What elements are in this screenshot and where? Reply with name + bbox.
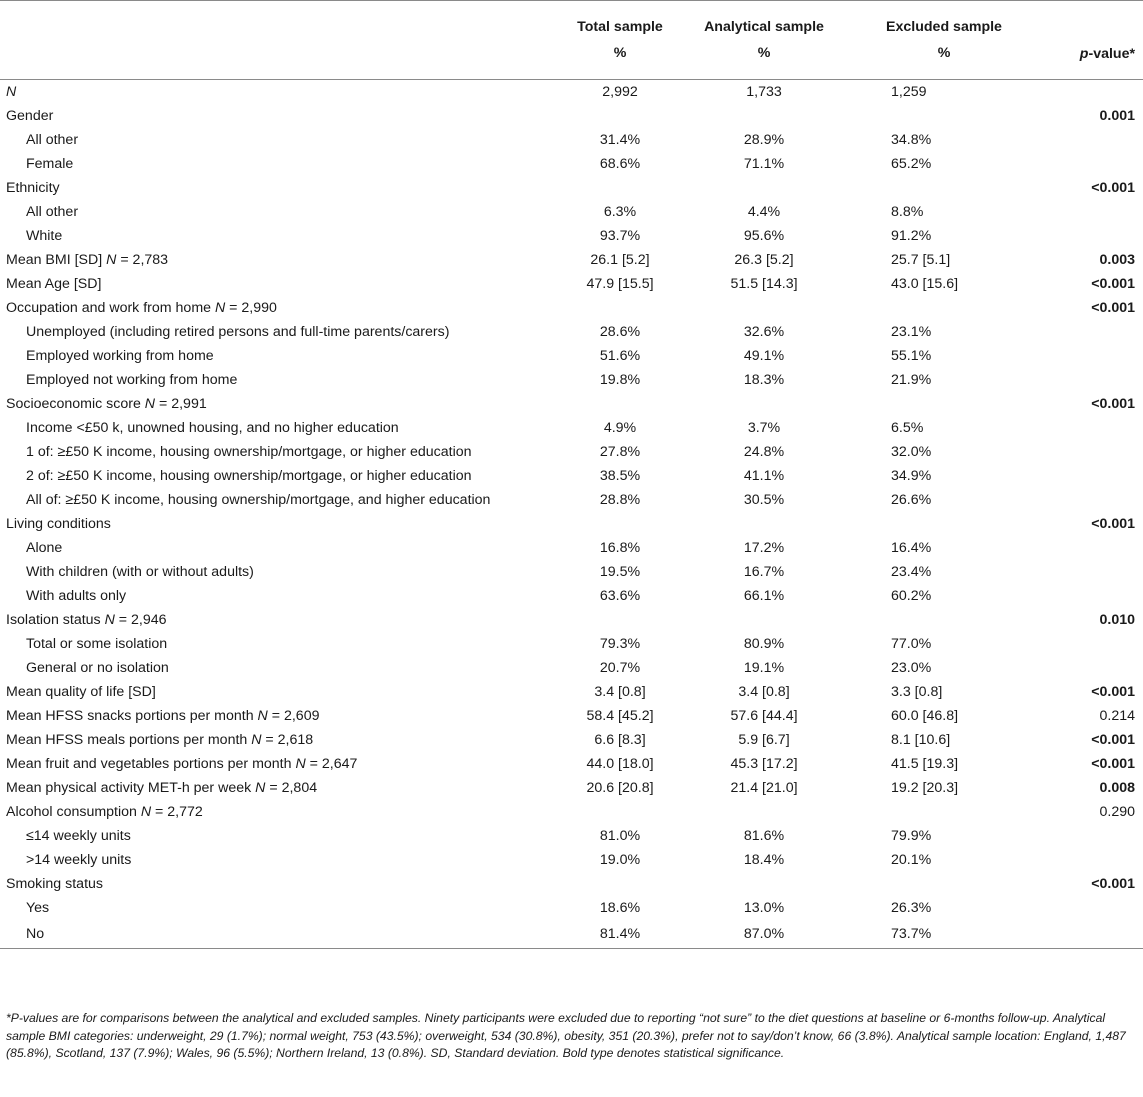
- row-label: [0, 656, 548, 680]
- row-excluded-value: [836, 392, 1052, 416]
- row-analytical-value: 24.8%: [743, 444, 785, 460]
- row-total-value: [548, 296, 692, 320]
- row-p-value: <0.001: [1091, 180, 1135, 196]
- table-body: [0, 80, 1143, 949]
- row-label: [0, 224, 548, 248]
- row-analytical-value: 95.6%: [743, 228, 785, 244]
- header-analytical-sample: [692, 1, 836, 80]
- row-excluded-value: [836, 872, 1052, 896]
- table-row: [0, 320, 1143, 344]
- row-excluded-value: 91.2%: [891, 228, 932, 244]
- row-label-text: Isolation status: [6, 612, 105, 628]
- row-excluded-value: 19.2 [20.3]: [891, 780, 959, 796]
- row-total-value: 63.6%: [599, 588, 641, 604]
- row-total-value: 20.6 [20.8]: [586, 780, 654, 796]
- row-label-suffix: = 2,772: [151, 804, 203, 820]
- row-excluded-value: 34.8%: [891, 132, 932, 148]
- row-label-suffix: = 2,804: [265, 780, 318, 796]
- table-row: [0, 464, 1143, 488]
- row-analytical-value: [692, 800, 836, 824]
- row-p-value: [1052, 152, 1143, 176]
- table-row: [0, 128, 1143, 152]
- row-label-text: Mean Age [SD]: [6, 276, 102, 292]
- row-p-value: [1052, 440, 1143, 464]
- row-analytical-value: 5.9 [6.7]: [738, 732, 790, 748]
- row-total-value: 6.6 [8.3]: [594, 732, 646, 748]
- row-label-text: With children (with or without adults): [26, 564, 254, 580]
- row-analytical-value: 17.2%: [743, 540, 785, 556]
- row-total-value: 47.9 [15.5]: [586, 276, 654, 292]
- row-excluded-value: 55.1%: [891, 348, 932, 364]
- row-p-value: 0.001: [1099, 108, 1135, 124]
- row-p-value: [1052, 344, 1143, 368]
- row-excluded-value: [836, 176, 1052, 200]
- row-analytical-value: 30.5%: [743, 492, 785, 508]
- table-header-row: [0, 1, 1143, 80]
- row-p-value: <0.001: [1091, 516, 1135, 532]
- row-total-value: 93.7%: [599, 228, 641, 244]
- row-analytical-value: 32.6%: [743, 324, 785, 340]
- row-label: [0, 584, 548, 608]
- row-p-value: 0.010: [1099, 612, 1135, 628]
- table-row: [0, 488, 1143, 512]
- row-total-value: 28.6%: [599, 324, 641, 340]
- row-p-value: [1052, 896, 1143, 920]
- row-p-value: [1052, 200, 1143, 224]
- row-label-text: All other: [26, 132, 79, 148]
- row-excluded-value: [836, 104, 1052, 128]
- table-row: [0, 296, 1143, 320]
- row-label-text: Mean physical activity MET-h per week: [6, 780, 256, 796]
- row-label-italic: N: [104, 612, 115, 628]
- row-excluded-value: 21.9%: [891, 372, 932, 388]
- row-label-italic: N: [140, 804, 152, 820]
- row-total-value: 31.4%: [599, 132, 641, 148]
- row-label: [0, 464, 548, 488]
- header-analytical-unit: %: [757, 45, 771, 61]
- table-row: [0, 584, 1143, 608]
- row-label: [0, 368, 548, 392]
- table-row: [0, 104, 1143, 128]
- table-row: [0, 800, 1143, 824]
- row-p-value: 0.214: [1099, 708, 1135, 724]
- row-label: [0, 680, 548, 704]
- row-label-suffix: = 2,991: [155, 396, 207, 412]
- row-excluded-value: 26.6%: [891, 492, 932, 508]
- row-p-value: 0.008: [1099, 780, 1135, 796]
- row-total-value: [548, 392, 692, 416]
- row-total-value: [548, 176, 692, 200]
- row-label-text: All of: ≥£50 K income, housing ownership/mortgage, and higher education: [26, 492, 491, 508]
- row-p-value: <0.001: [1091, 276, 1135, 292]
- row-label: [0, 296, 548, 320]
- header-total-unit: %: [613, 45, 627, 61]
- table-row: [0, 680, 1143, 704]
- row-excluded-value: 23.4%: [891, 564, 932, 580]
- row-p-value: [1052, 560, 1143, 584]
- row-p-value: <0.001: [1091, 684, 1135, 700]
- row-label-text: 2 of: ≥£50 K income, housing ownership/mortgage, or higher education: [26, 468, 472, 484]
- table-row: [0, 272, 1143, 296]
- row-label-text: Occupation and work from home: [6, 300, 215, 316]
- row-analytical-value: 80.9%: [743, 636, 785, 652]
- row-p-value: [1052, 848, 1143, 872]
- row-label-text: 1 of: ≥£50 K income, housing ownership/mortgage, or higher education: [26, 444, 472, 460]
- table-row: [0, 728, 1143, 752]
- table-row: [0, 344, 1143, 368]
- table-row: [0, 560, 1143, 584]
- table-row: [0, 392, 1143, 416]
- row-label-text: General or no isolation: [26, 660, 169, 676]
- row-label-text: Unemployed (including retired persons and full-time parents/carers): [26, 324, 450, 340]
- row-total-value: 44.0 [18.0]: [586, 756, 654, 772]
- table-row: [0, 80, 1143, 105]
- table-row: [0, 512, 1143, 536]
- row-total-value: [548, 800, 692, 824]
- row-p-value: [1052, 128, 1143, 152]
- row-excluded-value: 41.5 [19.3]: [891, 756, 959, 772]
- row-label: [0, 248, 548, 272]
- header-p-value: [1052, 1, 1143, 80]
- row-label-text: No: [26, 926, 45, 942]
- row-label-italic: N: [144, 396, 156, 412]
- row-label-text: Alone: [26, 540, 63, 556]
- row-total-value: 68.6%: [599, 156, 641, 172]
- row-label-text: Employed not working from home: [26, 372, 238, 388]
- table-row: [0, 656, 1143, 680]
- row-excluded-value: 60.2%: [891, 588, 932, 604]
- row-p-value: <0.001: [1091, 876, 1135, 892]
- row-label-italic: N: [214, 300, 226, 316]
- row-excluded-value: 65.2%: [891, 156, 932, 172]
- table-footnote: *P-values are for comparisons between the analytical and excluded samples. Ninety participants were excluded due to reporting “not sure” to the diet questions at baseline or 6-months follow-up. Analytical sample BMI categories: underweight, 29 (1.7%); normal weight, 753 (43.5%); overweight, 534 (30.8%), obesity, 351 (20.3%), prefer not to say/don’t know, 66 (3.8%). Analytical sample location: England, 1,487 (85.8%), Scotland, 137 (7.9%); Wales, 96 (5.5%); Northern Ireland, 13 (0.8%). SD, Standard deviation. Bold type denotes statistical significance.: [6, 1011, 1126, 1060]
- table-row: [0, 608, 1143, 632]
- header-excluded-unit: %: [937, 45, 951, 61]
- row-label: [0, 104, 548, 128]
- row-analytical-value: 41.1%: [743, 468, 785, 484]
- header-total-sample: [548, 1, 692, 80]
- row-analytical-value: 81.6%: [743, 828, 785, 844]
- row-label: [0, 512, 548, 536]
- row-p-value: [1052, 320, 1143, 344]
- row-total-value: 51.6%: [599, 348, 641, 364]
- row-p-value: 0.290: [1099, 804, 1135, 820]
- row-p-value: [1052, 416, 1143, 440]
- table-row: [0, 896, 1143, 920]
- row-label: [0, 128, 548, 152]
- row-label: [0, 896, 548, 920]
- row-excluded-value: 8.8%: [891, 204, 924, 220]
- row-excluded-value: 3.3 [0.8]: [891, 684, 943, 700]
- row-label: [0, 848, 548, 872]
- row-analytical-value: 49.1%: [743, 348, 785, 364]
- row-label-text: Gender: [6, 108, 54, 124]
- row-p-value: <0.001: [1091, 396, 1135, 412]
- row-label: [0, 800, 548, 824]
- row-total-value: 26.1 [5.2]: [590, 252, 650, 268]
- row-total-value: 79.3%: [599, 636, 641, 652]
- row-label: [0, 320, 548, 344]
- table-row: [0, 752, 1143, 776]
- row-total-value: 19.0%: [599, 852, 641, 868]
- row-label-suffix: = 2,618: [261, 732, 314, 748]
- row-total-value: 58.4 [45.2]: [586, 708, 654, 724]
- row-label-suffix: = 2,609: [267, 708, 320, 724]
- table-row: [0, 536, 1143, 560]
- row-analytical-value: 1,733: [746, 84, 782, 100]
- table-row: [0, 920, 1143, 949]
- row-label: [0, 536, 548, 560]
- row-analytical-value: 3.7%: [747, 420, 781, 436]
- row-analytical-value: 19.1%: [743, 660, 785, 676]
- row-label: [0, 392, 548, 416]
- row-label-italic: N: [251, 732, 262, 748]
- table-row: [0, 176, 1143, 200]
- row-total-value: 27.8%: [599, 444, 641, 460]
- header-p-italic: p: [1079, 46, 1089, 62]
- row-label: [0, 872, 548, 896]
- row-label-italic: N: [295, 756, 306, 772]
- row-analytical-value: [692, 872, 836, 896]
- row-p-value: <0.001: [1091, 732, 1135, 748]
- row-total-value: 2,992: [602, 84, 638, 100]
- row-excluded-value: 8.1 [10.6]: [891, 732, 951, 748]
- row-total-value: [548, 608, 692, 632]
- row-excluded-value: 1,259: [891, 84, 927, 100]
- row-p-value: <0.001: [1091, 756, 1135, 772]
- row-label: [0, 728, 548, 752]
- row-p-value: 0.003: [1099, 252, 1135, 268]
- row-total-value: 6.3%: [603, 204, 637, 220]
- row-excluded-value: [836, 608, 1052, 632]
- row-excluded-value: [836, 512, 1052, 536]
- table-row: [0, 440, 1143, 464]
- row-label: [0, 776, 548, 800]
- row-label-text: White: [26, 228, 63, 244]
- row-label-text: Mean BMI [SD]: [6, 252, 107, 268]
- table-row: [0, 200, 1143, 224]
- row-analytical-value: [692, 608, 836, 632]
- row-label: [0, 80, 548, 105]
- row-analytical-value: 51.5 [14.3]: [730, 276, 798, 292]
- table-row: [0, 872, 1143, 896]
- row-total-value: 28.8%: [599, 492, 641, 508]
- row-analytical-value: 66.1%: [743, 588, 785, 604]
- row-total-value: 18.6%: [599, 900, 641, 916]
- row-label: [0, 920, 548, 949]
- row-label-text: Socioeconomic score: [6, 396, 145, 412]
- row-label: [0, 824, 548, 848]
- row-p-value: [1052, 224, 1143, 248]
- row-p-value: [1052, 464, 1143, 488]
- row-total-value: 4.9%: [603, 420, 637, 436]
- row-analytical-value: 87.0%: [692, 920, 836, 949]
- row-p-value: [1052, 584, 1143, 608]
- row-label-text: Employed working from home: [26, 348, 214, 364]
- row-label: [0, 488, 548, 512]
- row-excluded-value: 25.7 [5.1]: [891, 252, 951, 268]
- row-label-italic: N: [257, 708, 268, 724]
- row-label-text: Mean fruit and vegetables portions per month: [6, 756, 296, 772]
- row-excluded-value: 23.0%: [891, 660, 932, 676]
- table-row: [0, 848, 1143, 872]
- row-excluded-value: 20.1%: [891, 852, 932, 868]
- row-analytical-value: 4.4%: [747, 204, 781, 220]
- row-analytical-value: 16.7%: [743, 564, 785, 580]
- row-label-text: >14 weekly units: [26, 852, 132, 868]
- row-label-text: Total or some isolation: [26, 636, 168, 652]
- row-p-value: [1052, 80, 1143, 105]
- table-row: [0, 368, 1143, 392]
- row-analytical-value: 57.6 [44.4]: [730, 708, 798, 724]
- row-label: [0, 440, 548, 464]
- row-label-text: Mean HFSS meals portions per month: [6, 732, 252, 748]
- row-label-text: Yes: [26, 900, 50, 916]
- header-total-title: Total sample: [577, 19, 663, 35]
- row-label: [0, 200, 548, 224]
- row-analytical-value: 28.9%: [743, 132, 785, 148]
- row-excluded-value: 77.0%: [891, 636, 932, 652]
- row-total-value: 81.0%: [599, 828, 641, 844]
- table-row: [0, 416, 1143, 440]
- row-p-value: [1052, 824, 1143, 848]
- row-label-text: Female: [26, 156, 74, 172]
- header-analytical-title: Analytical sample: [704, 19, 824, 35]
- row-label: [0, 416, 548, 440]
- table-row: [0, 776, 1143, 800]
- row-analytical-value: 18.4%: [743, 852, 785, 868]
- row-p-value: [1052, 632, 1143, 656]
- row-p-value: [1052, 656, 1143, 680]
- row-label-italic: N: [106, 252, 117, 268]
- row-p-value: [1052, 536, 1143, 560]
- row-label: [0, 560, 548, 584]
- row-total-value: 19.8%: [599, 372, 641, 388]
- row-label-suffix: = 2,647: [305, 756, 358, 772]
- row-analytical-value: [692, 392, 836, 416]
- row-total-value: 19.5%: [599, 564, 641, 580]
- row-excluded-value: 43.0 [15.6]: [891, 276, 959, 292]
- row-analytical-value: 21.4 [21.0]: [730, 780, 798, 796]
- row-p-value: [1052, 488, 1143, 512]
- row-label-text: Smoking status: [6, 876, 103, 892]
- row-label-suffix: = 2,783: [116, 252, 169, 268]
- row-total-value: [548, 104, 692, 128]
- row-label-italic: N: [255, 780, 266, 796]
- row-label: [0, 176, 548, 200]
- row-excluded-value: 32.0%: [891, 444, 932, 460]
- row-excluded-value: [836, 296, 1052, 320]
- row-label: [0, 704, 548, 728]
- row-analytical-value: [692, 176, 836, 200]
- header-p-rest: -value*: [1088, 46, 1135, 62]
- row-excluded-value: 26.3%: [891, 900, 932, 916]
- row-total-value: 20.7%: [599, 660, 641, 676]
- row-label-italic: N: [6, 84, 17, 100]
- row-analytical-value: 18.3%: [743, 372, 785, 388]
- table-row: [0, 632, 1143, 656]
- row-label: [0, 152, 548, 176]
- row-analytical-value: 3.4 [0.8]: [738, 684, 790, 700]
- row-total-value: 16.8%: [599, 540, 641, 556]
- row-label-text: Mean HFSS snacks portions per month: [6, 708, 258, 724]
- row-analytical-value: [692, 296, 836, 320]
- row-label-suffix: = 2,990: [225, 300, 277, 316]
- row-analytical-value: 45.3 [17.2]: [730, 756, 798, 772]
- row-excluded-value: 6.5%: [891, 420, 924, 436]
- table-row: [0, 224, 1143, 248]
- row-excluded-value: [836, 800, 1052, 824]
- row-analytical-value: [692, 104, 836, 128]
- row-label: [0, 632, 548, 656]
- row-excluded-value: 73.7%: [836, 920, 1052, 949]
- row-label: [0, 344, 548, 368]
- row-total-value: 81.4%: [548, 920, 692, 949]
- row-excluded-value: 34.9%: [891, 468, 932, 484]
- table-row: [0, 824, 1143, 848]
- row-p-value: [1052, 920, 1143, 949]
- row-label-text: ≤14 weekly units: [26, 828, 131, 844]
- row-total-value: [548, 872, 692, 896]
- row-label: [0, 272, 548, 296]
- row-total-value: [548, 512, 692, 536]
- row-label-text: Income <£50 k, unowned housing, and no higher education: [26, 420, 399, 436]
- header-excluded-title: Excluded sample: [886, 19, 1002, 35]
- row-p-value: [1052, 368, 1143, 392]
- row-excluded-value: 23.1%: [891, 324, 932, 340]
- header-label-cell: [0, 1, 548, 80]
- row-label-text: Mean quality of life [SD]: [6, 684, 156, 700]
- row-label-text: Alcohol consumption: [6, 804, 141, 820]
- row-analytical-value: 26.3 [5.2]: [734, 252, 794, 268]
- row-excluded-value: 16.4%: [891, 540, 932, 556]
- row-label: [0, 752, 548, 776]
- row-total-value: 38.5%: [599, 468, 641, 484]
- row-analytical-value: 13.0%: [743, 900, 785, 916]
- row-label-text: Living conditions: [6, 516, 111, 532]
- row-label-text: Ethnicity: [6, 180, 60, 196]
- table-row: [0, 152, 1143, 176]
- row-total-value: 3.4 [0.8]: [594, 684, 646, 700]
- row-p-value: <0.001: [1091, 300, 1135, 316]
- row-analytical-value: [692, 512, 836, 536]
- header-excluded-sample: [836, 1, 1052, 80]
- row-analytical-value: 71.1%: [743, 156, 785, 172]
- row-label-text: With adults only: [26, 588, 127, 604]
- table-row: [0, 704, 1143, 728]
- row-label-suffix: = 2,946: [114, 612, 167, 628]
- table-row: [0, 248, 1143, 272]
- row-excluded-value: 60.0 [46.8]: [891, 708, 959, 724]
- row-label: [0, 608, 548, 632]
- row-label-text: All other: [26, 204, 79, 220]
- row-excluded-value: 79.9%: [891, 828, 932, 844]
